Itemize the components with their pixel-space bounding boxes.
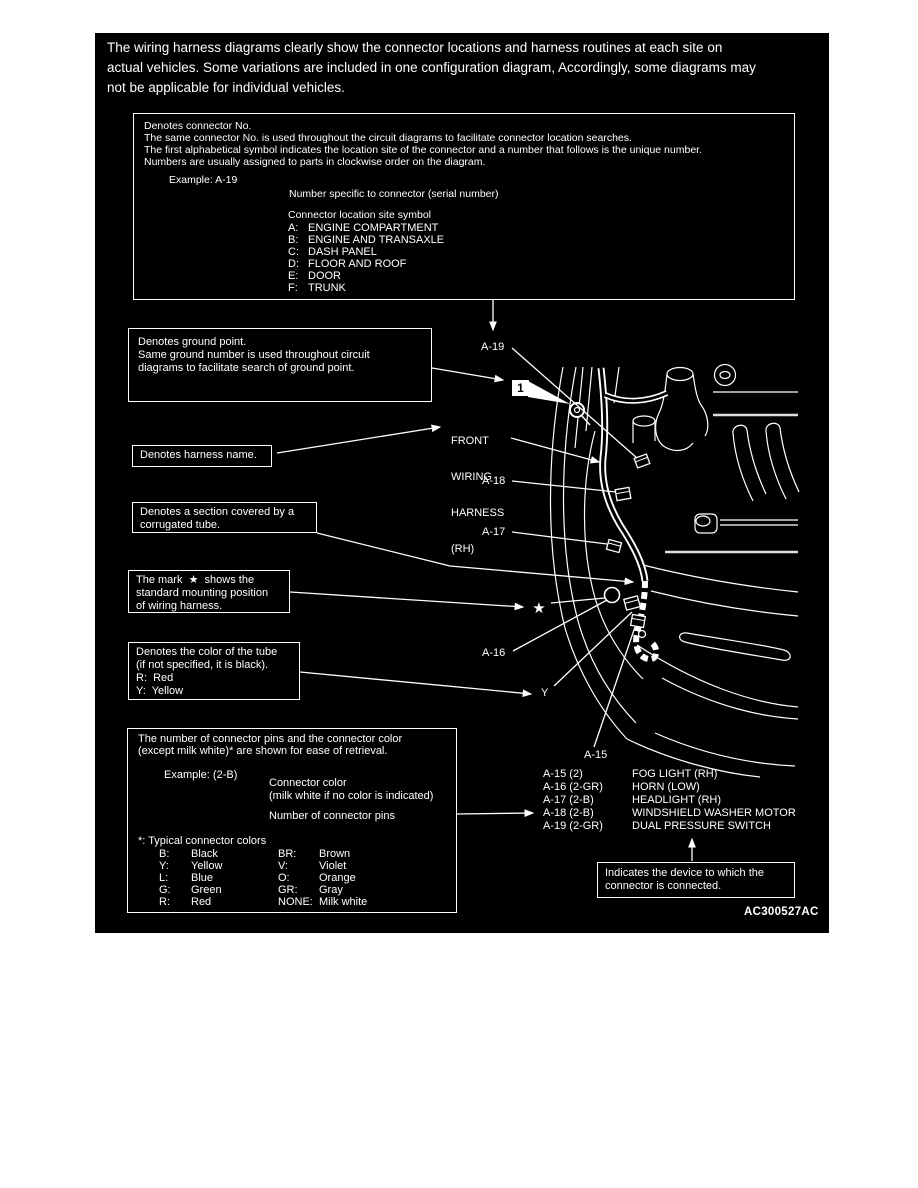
connector-a17 xyxy=(606,539,621,552)
connector-cluster-cube xyxy=(624,596,640,610)
harness-name-box xyxy=(132,445,272,467)
tube-color-line: Denotes the color of the tube xyxy=(136,646,278,658)
ground-line: Same ground number is used throughout circuit xyxy=(138,349,370,361)
color-item: R: Red xyxy=(159,896,212,908)
connector-list-row: A-16 (2-GR) HORN (LOW) xyxy=(543,781,700,793)
harness-name-text: Denotes harness name. xyxy=(140,449,257,461)
connector-no-line: The first alphabetical symbol indicates the location site of the connector and a number that follows is the unique number. xyxy=(144,144,702,156)
connector-color-note: Connector color xyxy=(269,777,347,789)
site-symbol-item: C: DASH PANEL xyxy=(288,246,377,258)
harness-label-pointer xyxy=(511,438,599,462)
serial-number-note: Number specific to connector (serial number) xyxy=(289,188,499,200)
label-a17: A-17 xyxy=(482,526,506,538)
label-a19: A-19 xyxy=(481,341,505,353)
pins-box-pointer xyxy=(457,813,533,814)
color-item: G: Green xyxy=(159,884,222,896)
star-mark-box xyxy=(128,570,290,613)
star-box-pointer xyxy=(290,592,523,607)
connector-list-row: A-19 (2-GR) DUAL PRESSURE SWITCH xyxy=(543,820,771,832)
vehicle-body-lines xyxy=(551,365,800,778)
connector-no-text xyxy=(144,120,702,168)
connector-a15 xyxy=(631,614,646,627)
connector-no-box xyxy=(133,113,795,300)
ground-box-pointer xyxy=(432,368,503,380)
connector-list-row: A-15 (2) FOG LIGHT (RH) xyxy=(543,768,718,780)
connector-no-line: Denotes connector No. xyxy=(144,120,252,132)
site-symbol-item: F: TRUNK xyxy=(288,282,346,294)
ground-number-symbol: 1 xyxy=(512,380,529,396)
ground-point-box xyxy=(128,328,432,402)
connector-a19 xyxy=(634,454,650,468)
corrugated-line: Denotes a section covered by a xyxy=(140,506,295,518)
star-line: The mark ★ shows the xyxy=(136,574,255,586)
typical-colors-title: *: Typical connector colors xyxy=(138,835,267,847)
connector-list xyxy=(543,768,796,833)
connector-no-line: The same connector No. is used throughout the circuit diagrams to facilitate connector location searches. xyxy=(144,132,632,144)
corrugated-tube-text xyxy=(140,506,294,532)
label-tube-color-y: Y xyxy=(541,687,549,699)
intro-paragraph xyxy=(107,38,756,98)
device-line: Indicates the device to which the xyxy=(605,867,764,879)
corrugated-tube-box xyxy=(132,502,317,533)
figure-code: AC300527AC xyxy=(744,906,819,918)
connected-device-text xyxy=(605,867,764,893)
tube-color-box-pointer xyxy=(300,672,531,694)
connectors xyxy=(570,403,650,638)
color-item: V: Violet xyxy=(278,860,347,872)
site-symbol-item: B: ENGINE AND TRANSAXLE xyxy=(288,234,445,246)
color-item: BR: Brown xyxy=(278,848,351,860)
color-item: Y: Yellow xyxy=(159,860,223,872)
typical-colors-col2 xyxy=(278,848,367,908)
harness-label-line: (RH) xyxy=(451,543,475,555)
example-a19: Example: A-19 xyxy=(169,174,238,186)
star-line: standard mounting position xyxy=(136,587,269,599)
device-line: connector is connected. xyxy=(605,880,722,892)
color-item: NONE: Milk white xyxy=(278,896,368,908)
ground-line: Denotes ground point. xyxy=(138,336,247,348)
corrugated-line: corrugated tube. xyxy=(140,519,221,531)
connector-pins-box xyxy=(127,728,457,913)
pin-count-note: Number of connector pins xyxy=(269,810,395,822)
tube-color-line: Y: Yellow xyxy=(136,685,184,697)
harness-label-line: HARNESS xyxy=(451,507,505,519)
color-item: O: Orange xyxy=(278,872,356,884)
harness-label-line: FRONT xyxy=(451,435,489,447)
a17-leader xyxy=(512,532,607,544)
connector-no-line: Numbers are usually assigned to parts in clockwise order on the diagram. xyxy=(144,156,486,168)
a19-leader xyxy=(512,348,637,458)
milk-white-note: (milk white if no color is indicated) xyxy=(269,790,434,802)
ground-symbol-pennant xyxy=(528,381,570,404)
star-mark: ★ xyxy=(532,600,546,617)
color-item: L: Blue xyxy=(159,872,214,884)
pins-text xyxy=(138,733,402,757)
site-symbol-item: A: ENGINE COMPARTMENT xyxy=(288,222,439,234)
ground-point-text xyxy=(138,336,370,375)
color-item: GR: Gray xyxy=(278,884,343,896)
intro-line: The wiring harness diagrams clearly show the connector locations and harness routines at each site on xyxy=(107,40,723,55)
harness-name-label xyxy=(451,411,504,579)
intro-line: actual vehicles. Some variations are included in one configuration diagram, Accordingly, some diagrams may xyxy=(107,60,756,75)
color-item: B: Black xyxy=(159,848,218,860)
pins-line: (except milk white)* are shown for ease of retrieval. xyxy=(138,745,388,757)
diagram-board xyxy=(95,33,829,933)
label-a16: A-16 xyxy=(482,647,506,659)
tube-color-box xyxy=(128,642,300,700)
pins-line: The number of connector pins and the connector color xyxy=(138,733,403,745)
star-mark-text xyxy=(136,574,268,613)
tube-color-line: (if not specified, it is black). xyxy=(136,659,269,671)
typical-colors-col1 xyxy=(159,848,222,908)
example-2b: Example: (2-B) xyxy=(164,769,238,781)
harness-name-pointer xyxy=(277,427,440,453)
connector-a18 xyxy=(615,487,631,500)
site-symbol-note: Connector location site symbol xyxy=(288,209,431,221)
connector-list-row: A-18 (2-B) WINDSHIELD WASHER MOTOR xyxy=(543,807,796,819)
a15-leader xyxy=(594,627,635,747)
tube-color-text xyxy=(136,646,277,698)
site-symbol-item: E: DOOR xyxy=(288,270,341,282)
label-a15: A-15 xyxy=(584,749,608,761)
label-a18: A-18 xyxy=(482,475,506,487)
ground-line: diagrams to facilitate search of ground point. xyxy=(138,362,355,374)
connected-device-box xyxy=(597,862,795,898)
tube-color-line: R: Red xyxy=(136,672,174,684)
star-line: of wiring harness. xyxy=(136,600,223,612)
site-symbol-item: D: FLOOR AND ROOF xyxy=(288,258,407,270)
intro-line: not be applicable for individual vehicles. xyxy=(107,80,345,95)
connector-list-row: A-17 (2-B) HEADLIGHT (RH) xyxy=(543,794,722,806)
site-symbol-list xyxy=(288,222,444,294)
harness-label-line: WIRING xyxy=(451,471,492,483)
